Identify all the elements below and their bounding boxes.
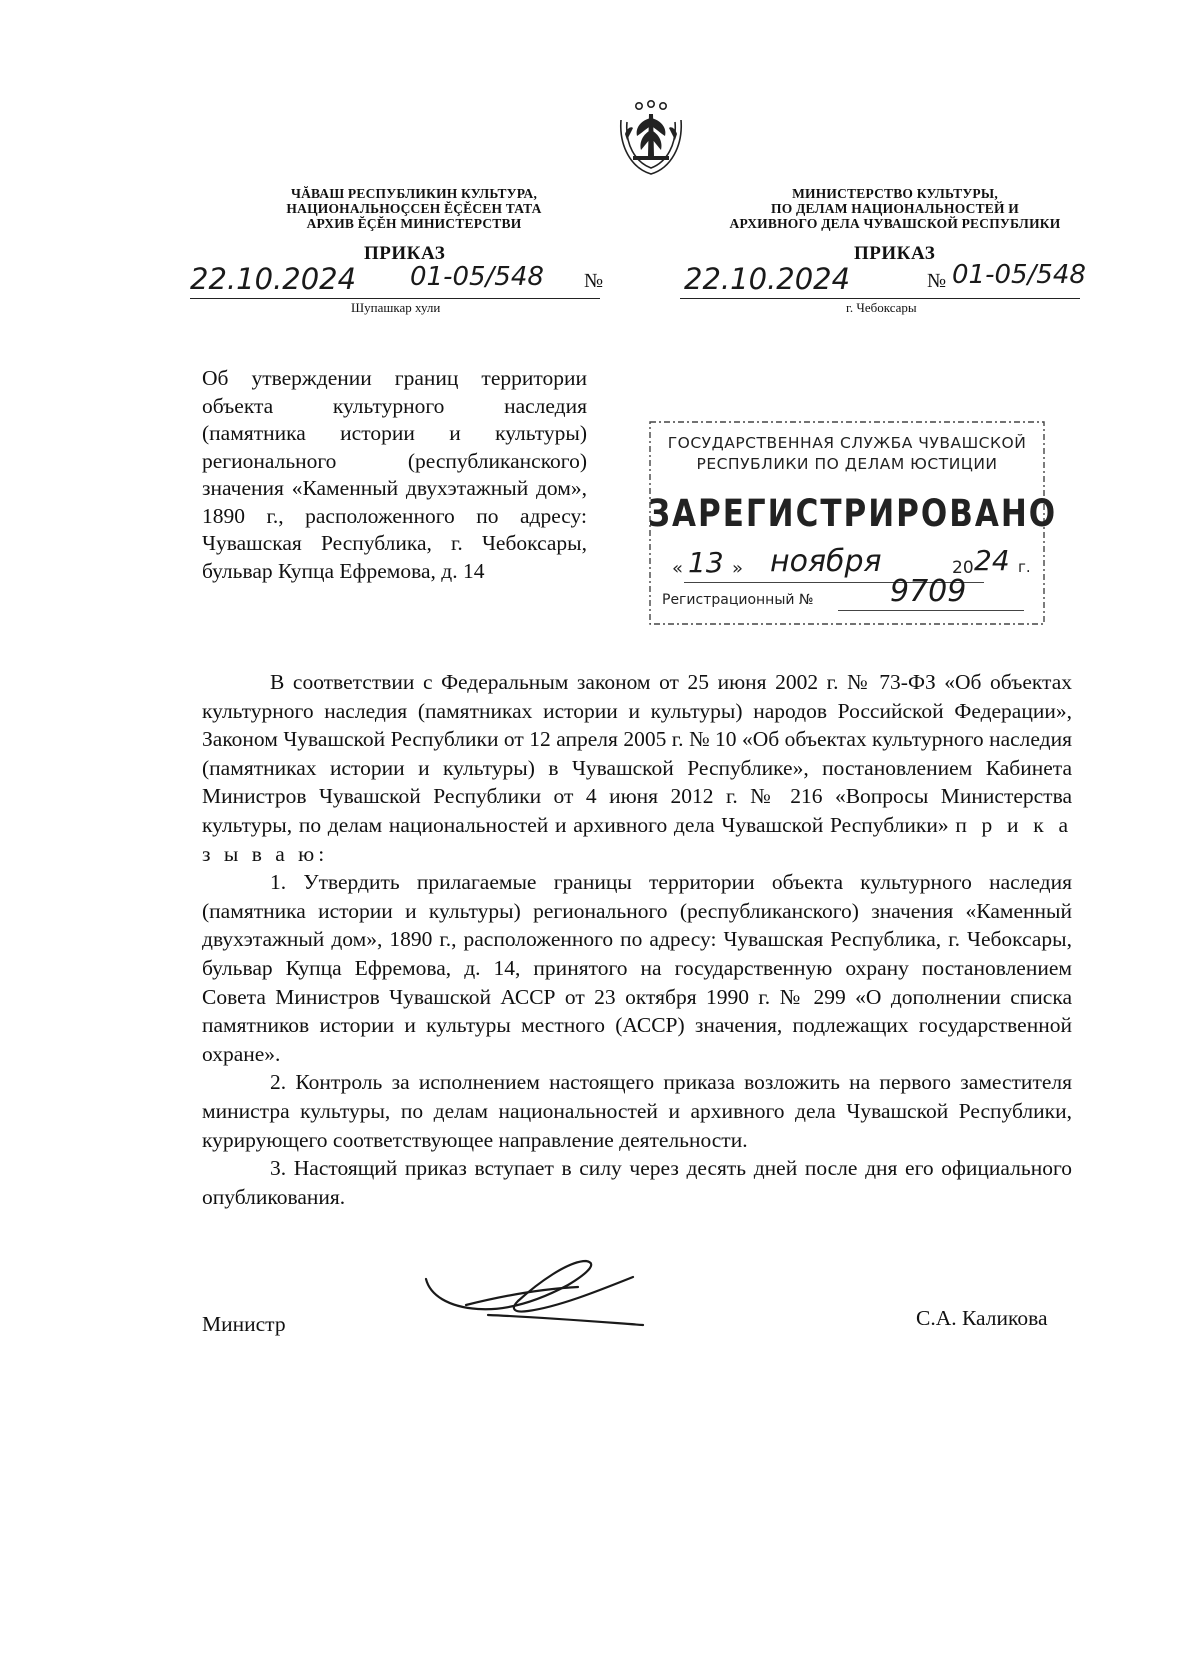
body-intro-text: В соответствии с Федеральным законом от 25 июня 2002 г. № 73-ФЗ «Об объектах культурного наследия (памятниках истории и культуры) народов Российской Федерации», Законом Чувашской Республики от 12 апреля 2005 г. № 10 «Об объектах культурного наследия (памятниках истории и культуры) в Чувашской Республике», постановлением Кабинета Министров Чувашской Республики от 4 июня 2012 г. № 216 «Вопросы Министерства культуры, по делам национальностей и архивного дела Чувашской Республики» xyxy=(202,670,1072,837)
stamp-year-prefix: 20 xyxy=(952,558,974,578)
stamp-line1: ГОСУДАРСТВЕННАЯ СЛУЖБА ЧУВАШСКОЙ xyxy=(667,434,1027,452)
body-intro xyxy=(202,668,1072,868)
header-right xyxy=(710,186,1080,231)
order-line-right xyxy=(680,298,1080,299)
header-right-line3: АРХИВНОГО ДЕЛА ЧУВАШСКОЙ РЕСПУБЛИКИ xyxy=(729,216,1061,231)
stamp-day-handwritten: 13 xyxy=(688,546,724,579)
body-item3: 3. Настоящий приказ вступает в силу через десять дней после дня его официального опубликования. xyxy=(202,1156,1072,1209)
stamp-month-handwritten: ноября xyxy=(770,544,882,579)
document-title: Об утверждении границ территории объекта культурного наследия (памятника истории и культуры) регионального (республиканского) значения «Каменный двухэтажный дом», 1890 г., расположенного по адресу: Чувашская Республика, г. Чебоксары, бульвар Купца Ефремова, д. 14 xyxy=(202,366,587,583)
stamp-year-handwritten: 24 xyxy=(974,544,1010,577)
stamp-reg-number-handwritten: 9709 xyxy=(890,574,967,609)
city-right: г. Чебоксары xyxy=(846,300,917,315)
order-date-right-handwritten: 22.10.2024 xyxy=(684,262,851,296)
header-left xyxy=(258,186,570,231)
body-order-verb: п р и к а з ы в а ю: xyxy=(202,812,1072,866)
signature-position: Министр xyxy=(202,1312,286,1336)
order-line-left xyxy=(190,298,600,299)
city-left: Шупашкар хули xyxy=(351,300,441,315)
order-number-right-handwritten: 01-05/548 xyxy=(952,260,1086,290)
header-right-line1: МИНИСТЕРСТВО КУЛЬТУРЫ, xyxy=(792,186,998,201)
header-right-line2: ПО ДЕЛАМ НАЦИОНАЛЬНОСТЕЙ И xyxy=(771,201,1019,216)
stamp-reg-label: Регистрационный № xyxy=(662,592,814,608)
stamp-registered: ЗАРЕГИСТРИРОВАНО xyxy=(648,492,1058,536)
order-date-left-handwritten: 22.10.2024 xyxy=(190,262,357,296)
body-item2: 2. Контроль за исполнением настоящего приказа возложить на первого заместителя министра культуры, по делам национальностей и архивного дела Чувашской Республики, курирующего соответствующее направление деятельности. xyxy=(202,1070,1072,1152)
stamp-reg-line xyxy=(838,610,1024,611)
handwritten-signature xyxy=(418,1255,648,1335)
order-word-right: ПРИКАЗ xyxy=(854,243,936,264)
stamp-line2: РЕСПУБЛИКИ ПО ДЕЛАМ ЮСТИЦИИ xyxy=(696,455,998,473)
stamp-quote-close: » xyxy=(732,558,744,579)
header-left-line1: ЧĂВАШ РЕСПУБЛИКИН КУЛЬТУРА, xyxy=(290,186,538,201)
order-number-left-handwritten: 01-05/548 xyxy=(410,262,544,292)
registration-stamp xyxy=(648,420,1058,628)
number-sign-left: № xyxy=(584,270,604,292)
order-word-left: ПРИКАЗ xyxy=(364,243,446,264)
document-body xyxy=(202,668,1072,1211)
signature-name: С.А. Каликова xyxy=(916,1306,1048,1330)
header-left-line3: АРХИВ ĔÇĔН МИНИСТЕРСТВИ xyxy=(306,216,522,231)
stamp-year-suffix: г. xyxy=(1018,558,1031,576)
stamp-quote-open: « xyxy=(672,558,684,579)
header-left-line2: НАЦИОНАЛЬНОÇСЕН ĔÇĔСЕН ТАТА xyxy=(286,201,542,216)
body-item1: 1. Утвердить прилагаемые границы территории объекта культурного наследия (памятника истории и культуры) регионального (республиканского) значения «Каменный двухэтажный дом», 1890 г., расположенного по адресу: Чувашская Республика, г. Чебоксары, бульвар Купца Ефремова, д. 14, принятого на государственную охрану постановлением Совета Министров Чувашской АССР от 23 октября 1990 г. № 299 «О дополнении списка памятников истории и культуры местного (АССР) значения, подлежащих государственной охране». xyxy=(202,870,1072,1066)
coat-of-arms-emblem xyxy=(613,98,689,178)
number-sign-right: № xyxy=(927,270,947,292)
